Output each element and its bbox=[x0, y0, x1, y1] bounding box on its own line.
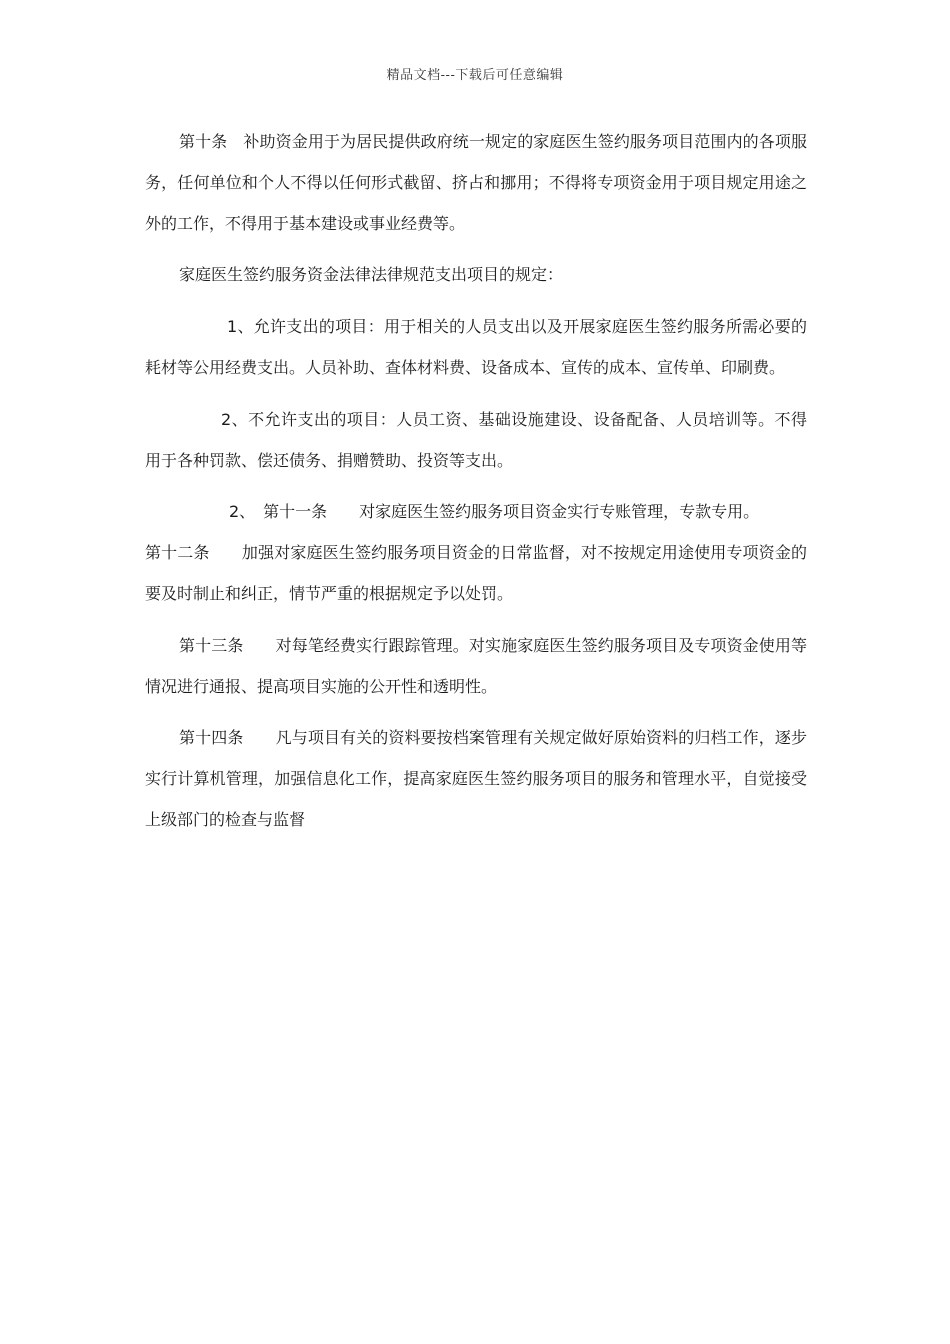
document-body bbox=[145, 122, 807, 841]
paragraph-expense-rules-title: 家庭医生签约服务资金法律法律规范支出项目的规定： bbox=[179, 265, 564, 285]
paragraph-article-14: 第十四条 凡与项目有关的资料要按档案管理有关规定做好原始资料的归档工作，逐步实行计算机管理，加强信息化工作，提高家庭医生签约服务项目的服务和管理水平，自觉接受上级部门的检查与监督 bbox=[145, 728, 807, 829]
paragraph-article-11: 2、 第十一条 对家庭医生签约服务项目资金实行专账管理，专款专用。 bbox=[229, 502, 760, 522]
page-header: 精品文档---下载后可任意编辑 bbox=[386, 68, 564, 83]
paragraph-article-13: 第十三条 对每笔经费实行跟踪管理。对实施家庭医生签约服务项目及专项资金使用等情况进行通报、提高项目实施的公开性和透明性。 bbox=[145, 635, 807, 696]
paragraph-allowed-expenses: 1、允许支出的项目：用于相关的人员支出以及开展家庭医生签约服务所需必要的耗材等公用经费支出。人员补助、查体材料费、设备成本、宣传的成本、宣传单、印刷费。 bbox=[145, 317, 807, 377]
paragraph-article-12: 第十二条 加强对家庭医生签约服务项目资金的日常监督，对不按规定用途使用专项资金的要及时制止和纠正，情节严重的根据规定予以处罚。 bbox=[145, 543, 807, 603]
paragraph-disallowed-expenses: 2、不允许支出的项目：人员工资、基础设施建设、设备配备、人员培训等。不得用于各种罚款、偿还债务、捐赠赞助、投资等支出。 bbox=[145, 409, 807, 470]
paragraph-article-10: 第十条 补助资金用于为居民提供政府统一规定的家庭医生签约服务项目范围内的各项服务，任何单位和个人不得以任何形式截留、挤占和挪用；不得将专项资金用于项目规定用途之外的工作，不得用于基本建设或事业经费等。 bbox=[145, 132, 807, 233]
